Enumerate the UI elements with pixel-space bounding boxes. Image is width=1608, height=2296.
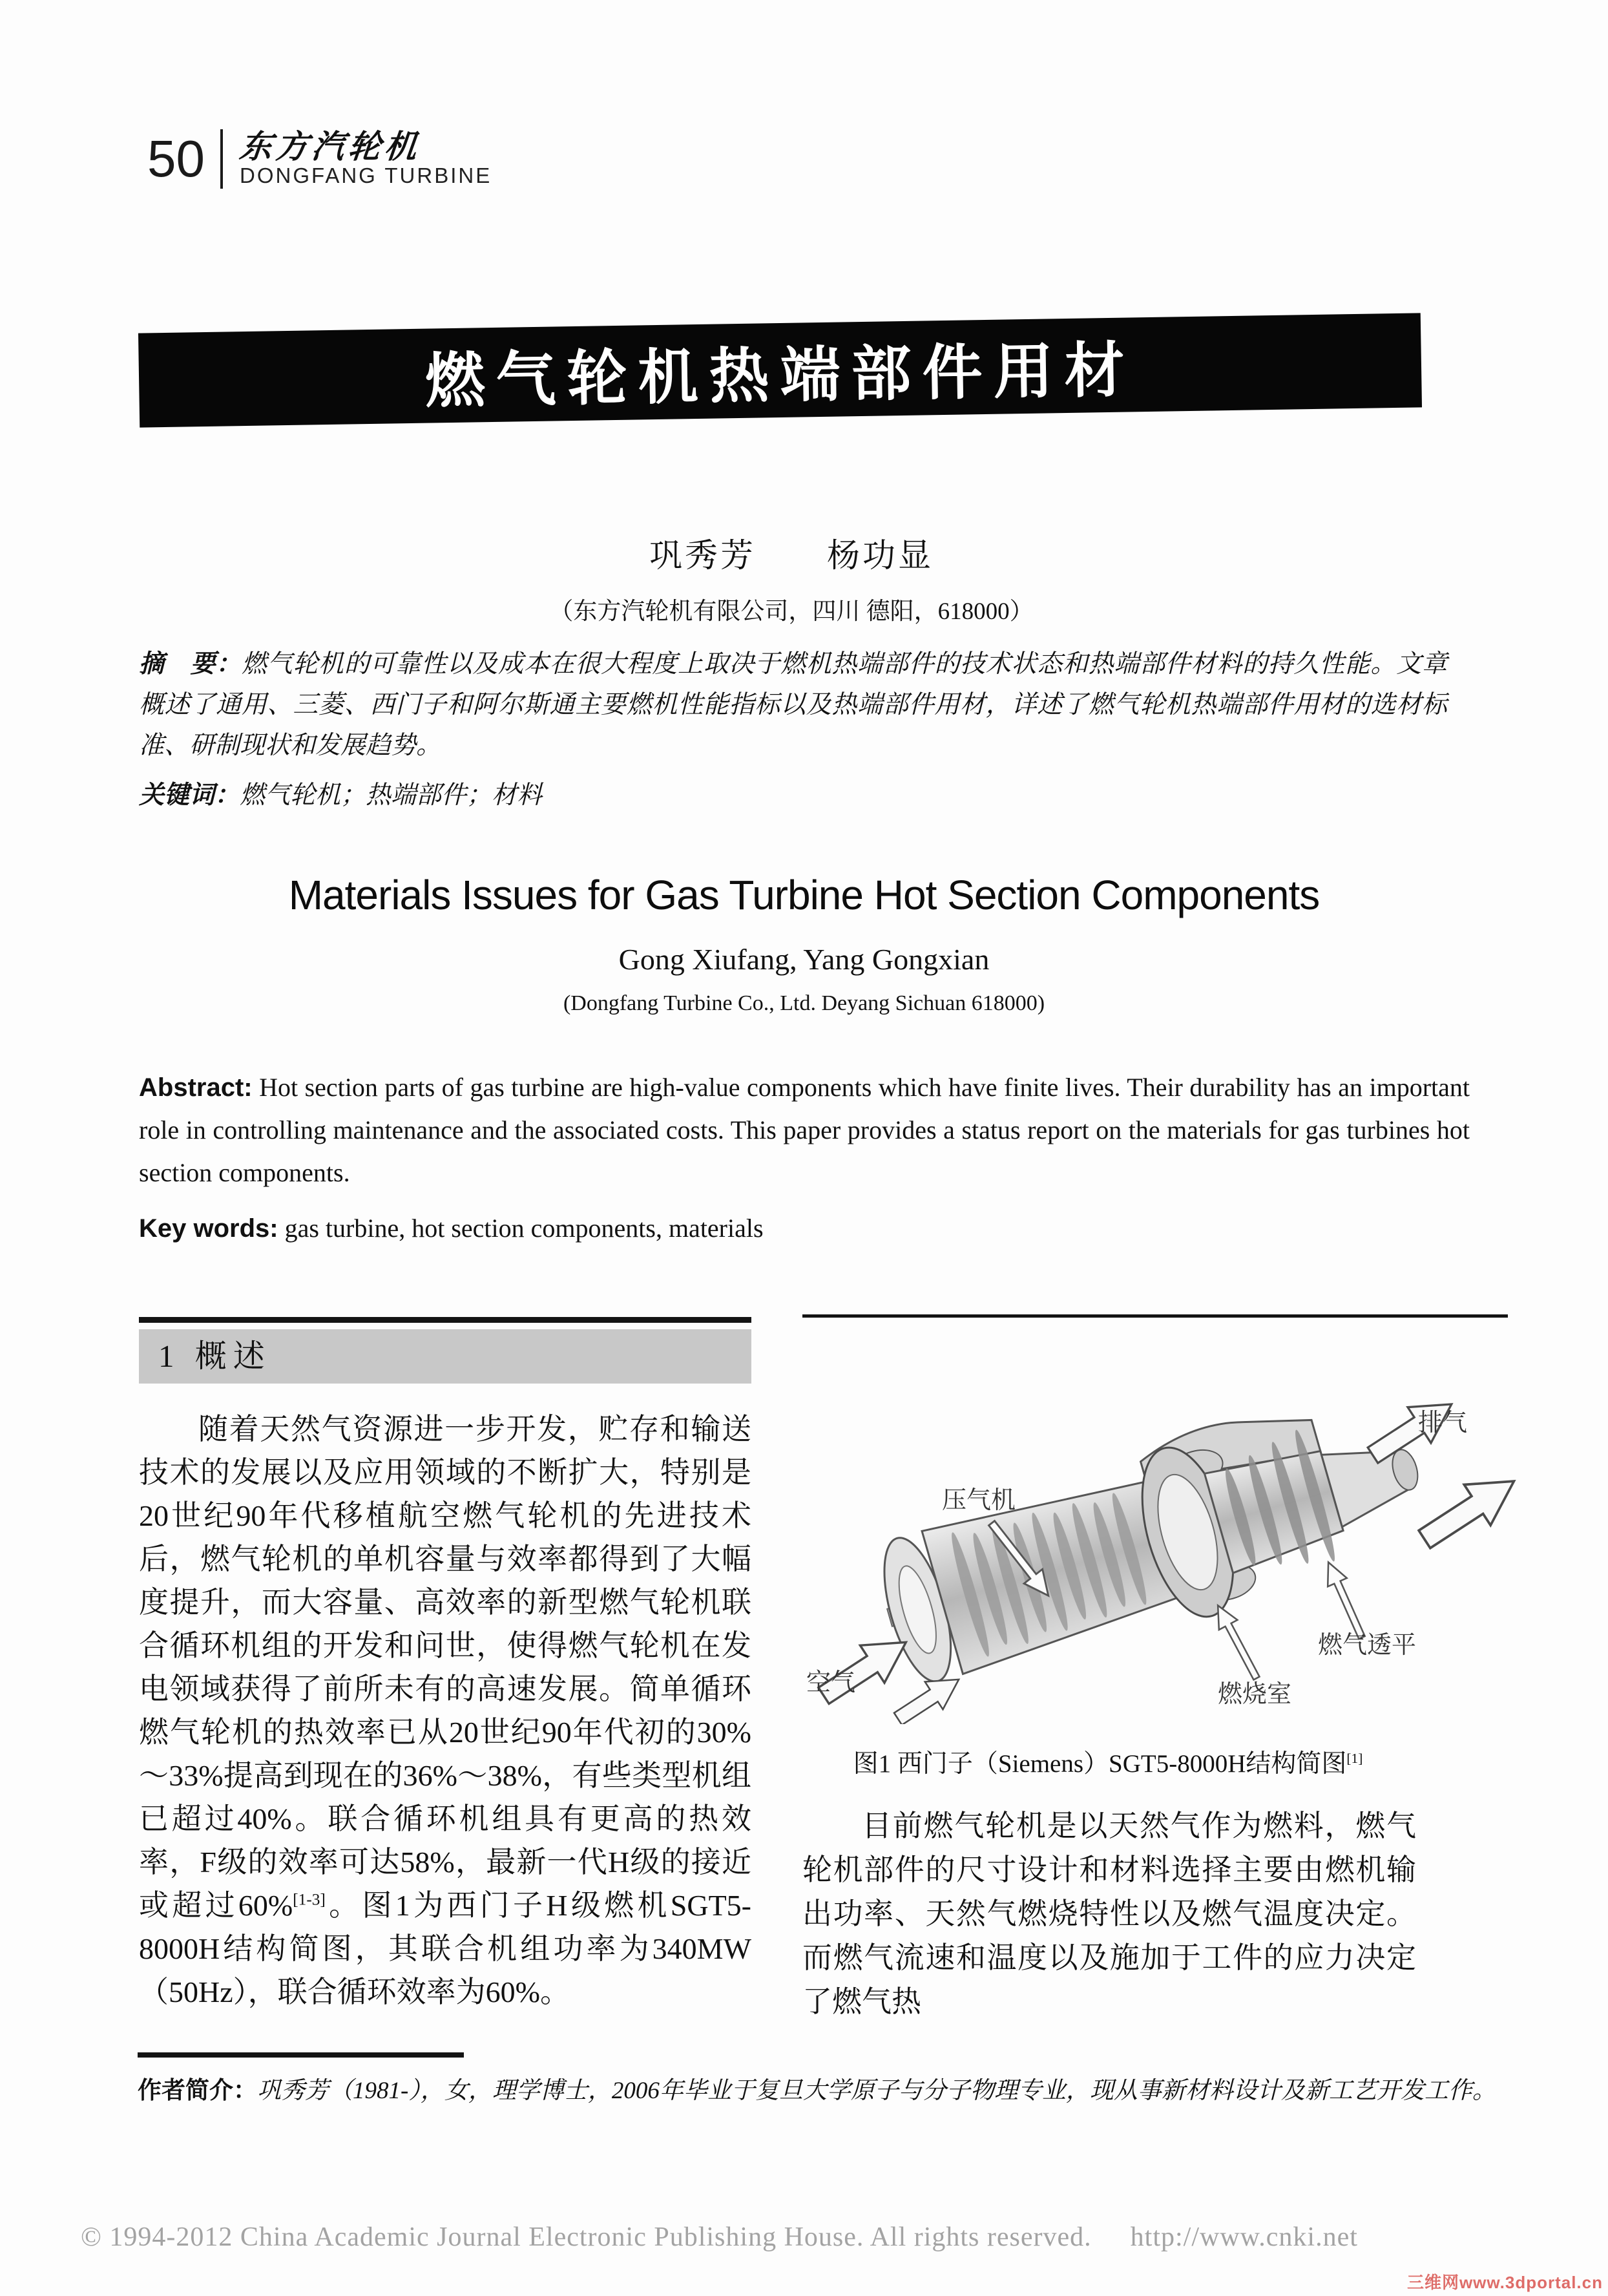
right-column-paragraph: 目前燃气轮机是以天然气作为燃料，燃气轮机部件的尺寸设计和材料选择主要由燃机输出功率、天然气燃烧特性以及燃气温度决定。而燃气流速和温度以及施加于工件的应力决定了燃气热 xyxy=(802,1809,1416,2018)
keywords-cn-label: 关键词： xyxy=(139,781,240,809)
cnki-url: http://www.cnki.net xyxy=(1130,2222,1358,2252)
figure-label-exhaust: 排气 xyxy=(1418,1409,1468,1437)
journal-logo-calligraphy: 东方汽轮机 xyxy=(238,129,423,165)
abstract-cn-label: 摘 要： xyxy=(139,650,242,678)
journal-header xyxy=(147,129,492,189)
section-1-heading xyxy=(139,1329,751,1384)
article-title-en: Materials Issues for Gas Turbine Hot Section Components xyxy=(288,872,1320,918)
affiliation-cn: （东方汽轮机有限公司，四川 德阳，618000） xyxy=(549,598,1034,625)
footnote-text: 巩秀芳（1981-），女，理学博士，2006年毕业于复旦大学原子与分子物理专业，现从事新材料设计及新工艺开发工作。 xyxy=(257,2078,1496,2104)
affiliation-en: (Dongfang Turbine Co., Ltd. Deyang Sichuan 618000) xyxy=(563,991,1045,1015)
abstract-en-text: Hot section parts of gas turbine are high-value components which have finite lives. Their durability has an important role in controlling maintenance and the associated costs. This paper provides a status report on the materials for gas turbines hot section components. xyxy=(139,1073,1470,1187)
authors-en: Gong Xiufang, Yang Gongxian xyxy=(618,943,990,976)
turbine-cutaway-illustration xyxy=(801,1326,1571,1724)
figure-1-caption xyxy=(801,1743,1415,1780)
watermark: 三维网www.3dportal.cn xyxy=(1406,2273,1603,2292)
keywords-en xyxy=(139,1207,1470,1250)
keywords-en-label: Key words: xyxy=(139,1214,278,1243)
abstract-cn xyxy=(139,644,1447,766)
figure-label-air: 空气 xyxy=(806,1669,856,1696)
author-bio-footnote xyxy=(138,2070,1507,2105)
journal-name-en: DONGFANG TURBINE xyxy=(239,163,492,187)
section-1-heading-text: 1 概述 xyxy=(158,1338,271,1374)
footnote-rule xyxy=(138,2052,464,2058)
article-title-cn: 燃气轮机热端部件用材 xyxy=(424,337,1136,416)
abstract-cn-text: 燃气轮机的可靠性以及成本在很大程度上取决于燃机热端部件的技术状态和热端部件材料的持久性能。文章概述了通用、三菱、西门子和阿尔斯通主要燃机性能指标以及热端部件用材，详述了燃气轮机热端部件用材的选材标准、研制现状和发展趋势。 xyxy=(139,650,1447,759)
section-1-paragraph-text-2: 。图1为西门子H级燃机SGT5-8000H结构简图，其联合机组功率为340MW（50Hz），联合循环效率为60%。 xyxy=(139,1889,751,2008)
left-column-rule xyxy=(139,1317,751,1323)
page-number: 50 xyxy=(147,130,205,187)
keywords-cn xyxy=(139,775,1447,816)
abstract-en xyxy=(139,1066,1470,1194)
copyright-text: © 1994-2012 China Academic Journal Electronic Publishing House. All rights reserved. xyxy=(81,2222,1092,2252)
footnote-label: 作者简介： xyxy=(138,2078,257,2104)
figure-label-turbine: 燃气透平 xyxy=(1318,1632,1417,1659)
journal-logo xyxy=(240,130,492,188)
figure-1-caption-text: 图1 西门子（Siemens）SGT5-8000H结构简图 xyxy=(853,1750,1347,1778)
right-column-rule xyxy=(802,1314,1508,1318)
authors-cn: 巩秀芳 杨功显 xyxy=(649,538,934,574)
figure-label-combustor: 燃烧室 xyxy=(1218,1681,1292,1708)
abstract-en-block xyxy=(139,1066,1470,1250)
section-1-paragraph-text: 随着天然气资源进一步开发，贮存和输送技术的发展以及应用领域的不断扩大，特别是20世纪90年代移植航空燃气轮机的先进技术后，燃气轮机的单机容量与效率都得到了大幅度提升，而大容量、高效率的新型燃气轮机联合循环机组的开发和问世，使得燃气轮机在发电领域获得了前所未有的高速发展。简单循环燃气轮机的热效率已从20世纪90年代初的30%～33%提高到现在的36%～38%，有些类型机组已超过40%。联合循环机组具有更高的热效率，F级的效率可达58%，最新一代H级的接近或超过60% xyxy=(139,1413,751,1922)
abstract-en-label: Abstract: xyxy=(139,1073,253,1102)
figure-label-compressor: 压气机 xyxy=(942,1487,1016,1514)
abstract-cn-block xyxy=(139,644,1447,816)
article-title-banner xyxy=(138,313,1422,427)
figure-1 xyxy=(801,1326,1571,1724)
header-divider xyxy=(220,129,223,189)
left-column-body xyxy=(139,1407,751,2014)
figure-caption-citation: [1] xyxy=(1346,1751,1363,1766)
keywords-cn-text: 燃气轮机；热端部件；材料 xyxy=(240,781,543,809)
keywords-en-text: gas turbine, hot section components, materials xyxy=(284,1214,764,1243)
citation-superscript: [1-3] xyxy=(293,1890,326,1909)
section-1-paragraph xyxy=(139,1407,751,2014)
right-column-body xyxy=(802,1804,1416,2024)
copyright-line xyxy=(81,2222,1567,2253)
